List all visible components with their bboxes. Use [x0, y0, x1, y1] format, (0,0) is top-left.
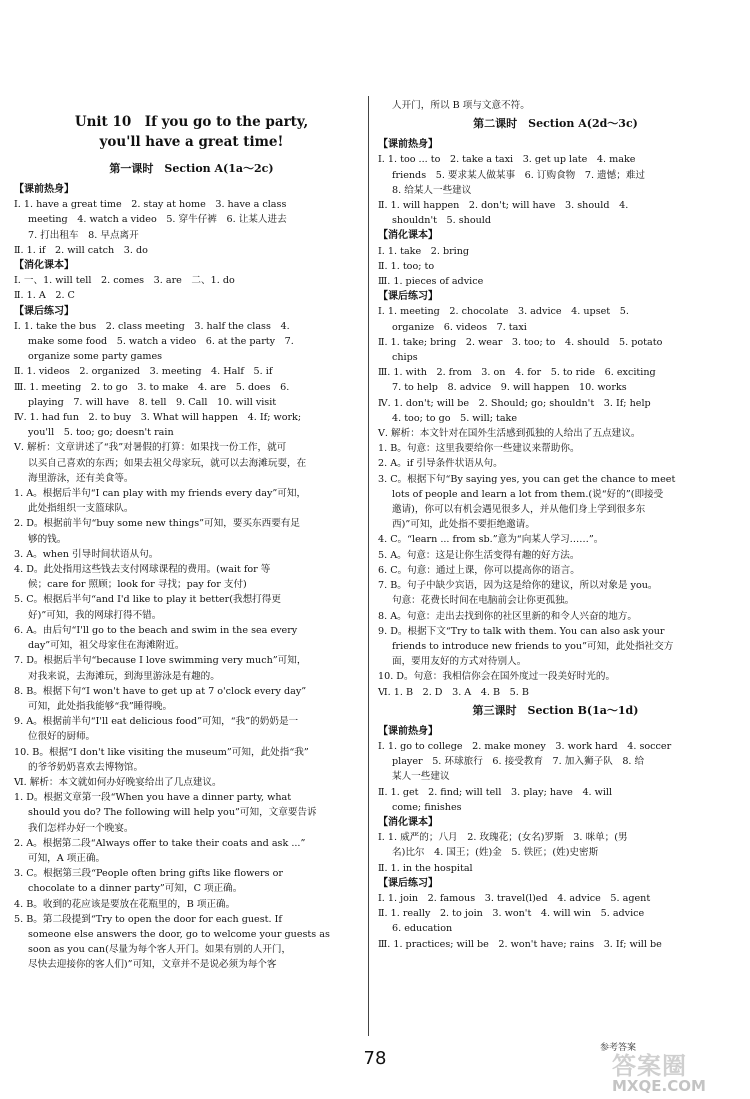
answer-line-continued: lots of people and learn a lot from them.(说“好的”(即接受 — [392, 488, 664, 500]
unit-title-line: you'll have a great time! — [99, 134, 284, 150]
answer-line-continued: someone else answers the door, go to welcome your guests as — [28, 928, 330, 940]
answer-line-continued: 面，要用友好的方式对待别人。 — [392, 656, 527, 668]
answer-line-continued: 8. 给某人一些建议 — [392, 184, 472, 196]
answer-line: 4. D。此处指用这些钱去支付网球课程的费用。(wait for 等 — [14, 564, 271, 576]
answer-line: Ⅴ. 解析：文章讲述了“我”对暑假的打算：如果找一份工作，就可 — [14, 442, 287, 454]
answer-line-continued: 7. 打出租车 8. 早点离开 — [28, 229, 139, 241]
answer-line: 10. D。句意：我相信你会在国外度过一段美好时光的。 — [378, 671, 616, 683]
answer-line-continued: 可知，A 项正确。 — [28, 852, 106, 864]
answer-line-continued: meeting 4. watch a video 5. 穿牛仔裤 6. 让某人进去 — [28, 214, 287, 226]
answer-line: Ⅰ. 1. too ... to 2. take a taxi 3. get up late 4. make — [378, 154, 636, 166]
watermark-bottom-text: MXQE.COM — [612, 1077, 706, 1095]
answer-line: 1. B。句意：这里我要给你一些建议来帮助你。 — [378, 443, 580, 455]
answer-line-continued: 名)比尔 4. 国王；(姓)金 5. 铁匠；(姓)史密斯 — [392, 847, 599, 859]
answer-line-continued: 的爷爷奶奶喜欢去博物馆。 — [28, 761, 144, 773]
answer-line-continued: 此处指组织一支篮球队。 — [28, 503, 134, 515]
answer-line: Ⅴ. 解析：本文针对在国外生活感到孤独的人给出了五点建议。 — [378, 428, 641, 440]
answer-line: Ⅲ. 1. practices; will be 2. won't have; rains 3. If; will be — [378, 938, 662, 950]
answer-line: 7. B。句子中缺少宾语，因为这是给你的建议，所以对象是 you。 — [378, 580, 658, 592]
answer-line: 7. D。根据后半句“because I love swimming very much”可知， — [14, 655, 307, 667]
answer-line: 4. C。“learn ... from sb.”意为“向某人学习……”。 — [378, 534, 604, 546]
answer-line-continued: day”可知，祖父母家住在海滩附近。 — [28, 640, 185, 652]
answer-line: Ⅲ. 1. with 2. from 3. on 4. for 5. to ride 6. exciting — [378, 367, 656, 379]
answer-line: Ⅰ. 1. go to college 2. make money 3. work hard 4. soccer — [378, 740, 672, 752]
watermark-logo — [612, 1046, 742, 1094]
watermark-top-text: 答案圈 — [612, 1052, 687, 1080]
answer-line: 2. A。根据第二段“Always offer to take their coats and ask ...” — [14, 837, 306, 849]
answer-line: Ⅰ. 1. take the bus 2. class meeting 3. half the class 4. — [14, 320, 290, 332]
section-heading: 【课前热身】 — [378, 725, 438, 737]
answer-line: 4. B。收到的花应该是要放在花瓶里的，B 项正确。 — [14, 898, 236, 910]
answer-line: Ⅱ. 1. will happen 2. don't; will have 3. should 4. — [378, 200, 629, 212]
answer-line-continued: 6. education — [392, 923, 453, 935]
answer-line-continued: 句意：花费长时间在电脑前会让你更孤独。 — [392, 595, 575, 607]
answer-line: 5. C。根据后半句“and I'd like to play it better(我想打得更 — [14, 594, 281, 606]
answer-line-continued: 以买自己喜欢的东西；如果去祖父母家玩，就可以去海滩玩耍，在 — [28, 457, 307, 469]
answer-line: Ⅱ. 1. really 2. to join 3. won't 4. will win 5. advice — [378, 908, 645, 920]
answer-line: 8. B。根据下句“I won't have to get up at 7 o'clock every day” — [14, 685, 307, 697]
answer-line: Ⅰ. 1. take 2. bring — [378, 245, 470, 257]
answer-line: 5. A。句意：这是让你生活变得有趣的好方法。 — [378, 549, 580, 561]
answer-line: 9. D。根据下文“Try to talk with them. You can also ask your — [378, 625, 665, 637]
section-heading: 【课后练习】 — [378, 877, 438, 889]
section-title: 第一课时 Section A(1a～2c) — [109, 162, 274, 175]
section-heading: 【消化课本】 — [14, 260, 74, 272]
section-title: 第二课时 Section A(2d～3c) — [473, 117, 638, 131]
answer-line: Ⅱ. 1. videos 2. organized 3. meeting 4. Half 5. if — [14, 366, 273, 378]
answer-line: 10. B。根据“I don't like visiting the museum”可知，此处指“我” — [14, 746, 309, 758]
answer-line-continued: 候；care for 照顾；look for 寻找；pay for 支付) — [28, 579, 247, 591]
answer-line-continued: 尽快去迎接你的客人们)”可知，文章并不是说必须为每个客 — [28, 959, 277, 971]
column-divider — [368, 96, 369, 1036]
answer-line: Ⅵ. 解析：本文就如何办好晚宴给出了几点建议。 — [14, 776, 222, 788]
answer-line: Ⅱ. 1. take; bring 2. wear 3. too; to 4. should 5. potato — [378, 336, 663, 348]
answer-line-continued: should you do? The following will help you”可知，文章要告诉 — [28, 807, 317, 819]
footer-label: 参考答案 — [600, 1043, 637, 1053]
answer-line: Ⅰ. 1. join 2. famous 3. travel(l)ed 4. advice 5. agent — [378, 892, 651, 904]
answer-line-continued: player 5. 环球旅行 6. 接受教育 7. 加入狮子队 8. 给 — [392, 756, 645, 768]
answer-line: 6. C。句意：通过上课，你可以提高你的语言。 — [378, 564, 580, 576]
answer-line-continued: 邀请)，你可以有机会遇见很多人，并从他们身上学到很多东 — [392, 504, 646, 516]
answer-line: Ⅰ. 1. meeting 2. chocolate 3. advice 4. upset 5. — [378, 306, 629, 318]
answer-line: Ⅱ. 1. too; to — [378, 260, 435, 272]
answer-line-continued: 对我来说，去海滩玩，到海里游泳是有趣的。 — [28, 670, 220, 682]
answer-line: 9. A。根据前半句“I'll eat delicious food”可知，“我”的奶奶是一 — [14, 716, 299, 728]
section-heading: 【课后练习】 — [378, 291, 438, 303]
answer-line-continued: 够的钱。 — [28, 533, 67, 545]
answer-line-continued: 4. too; to go 5. will; take — [392, 412, 518, 424]
answer-line-continued: you'll 5. too; go; doesn't rain — [28, 427, 174, 439]
section-heading: 【课前热身】 — [14, 184, 74, 195]
answer-line: Ⅵ. 1. B 2. D 3. A 4. B 5. B — [378, 686, 529, 698]
left-column — [14, 98, 369, 973]
answer-line: 6. A。由后句“I'll go to the beach and swim in the sea every — [14, 624, 298, 636]
answer-line: 3. A。when 引导时间状语从句。 — [14, 548, 159, 560]
answer-line-continued: friends 5. 要求某人做某事 6. 订购食物 7. 遗憾；难过 — [392, 169, 646, 181]
section-heading: 【课前热身】 — [378, 139, 438, 151]
answer-line: 1. D。根据文章第一段“When you have a dinner party, what — [14, 792, 292, 804]
answer-line-continued: organize 6. videos 7. taxi — [392, 321, 527, 333]
answer-line-continued: 西)”可知，此处指不要拒绝邀请。 — [392, 519, 535, 531]
right-column — [378, 98, 733, 952]
section-heading: 【消化课本】 — [378, 816, 438, 828]
answer-line: Ⅱ. 1. A 2. C — [14, 290, 75, 302]
answer-line: Ⅳ. 1. don't; will be 2. Should; go; shouldn't 3. If; help — [378, 397, 651, 409]
answer-line-continued: 位很好的厨师。 — [28, 731, 96, 743]
answer-line: Ⅱ. 1. in the hospital — [378, 862, 473, 874]
answer-line-continued: come; finishes — [392, 801, 462, 813]
answer-line-continued: 7. to help 8. advice 9. will happen 10. works — [392, 382, 627, 394]
answer-line-continued: chocolate to a dinner party”可知，C 项正确。 — [28, 883, 243, 895]
answer-line: 3. C。根据下句“By saying yes, you can get the chance to meet — [378, 473, 676, 485]
answer-line-continued: make some food 5. watch a video 6. at the party 7. — [28, 336, 294, 348]
answer-line: 3. C。根据第三段“People often bring gifts like flowers or — [14, 868, 283, 880]
answer-line-continued: 海里游泳，还有美食等。 — [28, 472, 134, 484]
answer-line: Ⅰ. 一、1. will tell 2. comes 3. are 二、1. do — [14, 275, 235, 287]
answer-line-continued: playing 7. will have 8. tell 9. Call 10. will visit — [28, 396, 277, 408]
answer-line: 2. A。if 引导条件状语从句。 — [378, 458, 503, 470]
answer-line: 8. A。句意：走出去找到你的社区里新的和令人兴奋的地方。 — [378, 610, 637, 622]
answer-line: Ⅰ. 1. have a great time 2. stay at home 3. have a class — [14, 199, 287, 211]
answer-line: Ⅱ. 1. get 2. find; will tell 3. play; have 4. will — [378, 786, 613, 798]
answer-line-continued: 某人一些建议 — [392, 771, 450, 783]
page-number: 78 — [363, 1048, 387, 1069]
answer-line-continued: chips — [392, 352, 418, 364]
answer-line-continued: soon as you can(尽量为每个客人开门。如果有别的人开门， — [28, 944, 292, 956]
unit-title-line: Unit 10 If you go to the party, — [74, 114, 309, 130]
answer-line-continued: friends to introduce new friends to you”可知，此处指社交方 — [392, 640, 674, 652]
answer-line: 5. B。第二段提到“Try to open the door for each guest. If — [14, 913, 282, 925]
answer-line: Ⅳ. 1. had fun 2. to buy 3. What will happen 4. If; work; — [14, 412, 302, 424]
answer-line-continued: 可知，此处指我能够“我”睡得晚。 — [28, 700, 173, 712]
answer-line: Ⅰ. 1. 威严的；八月 2. 玫瑰花；(女名)罗斯 3. 咪单；(男 — [378, 832, 628, 844]
answer-line-continued: shouldn't 5. should — [392, 215, 492, 227]
answer-line-continued: 人开门，所以 B 项与文意不符。 — [392, 100, 530, 111]
answer-line: 1. A。根据后半句“I can play with my friends every day”可知， — [14, 488, 307, 500]
section-title: 第三课时 Section B(1a～1d) — [472, 703, 639, 717]
answer-line: Ⅱ. 1. if 2. will catch 3. do — [14, 244, 148, 256]
answer-line: 2. D。根据前半句“buy some new things”可知，要买东西要有足 — [14, 518, 300, 530]
answer-line: Ⅲ. 1. pieces of advice — [378, 276, 484, 288]
section-heading: 【消化课本】 — [378, 230, 438, 242]
answer-line: Ⅲ. 1. meeting 2. to go 3. to make 4. are 5. does 6. — [14, 381, 290, 393]
section-heading: 【课后练习】 — [14, 305, 74, 317]
answer-line-continued: 好)”可知，我的网球打得不错。 — [28, 609, 162, 621]
answer-line-continued: 我们怎样办好一个晚宴。 — [28, 822, 134, 834]
answer-line-continued: organize some party games — [28, 351, 163, 363]
